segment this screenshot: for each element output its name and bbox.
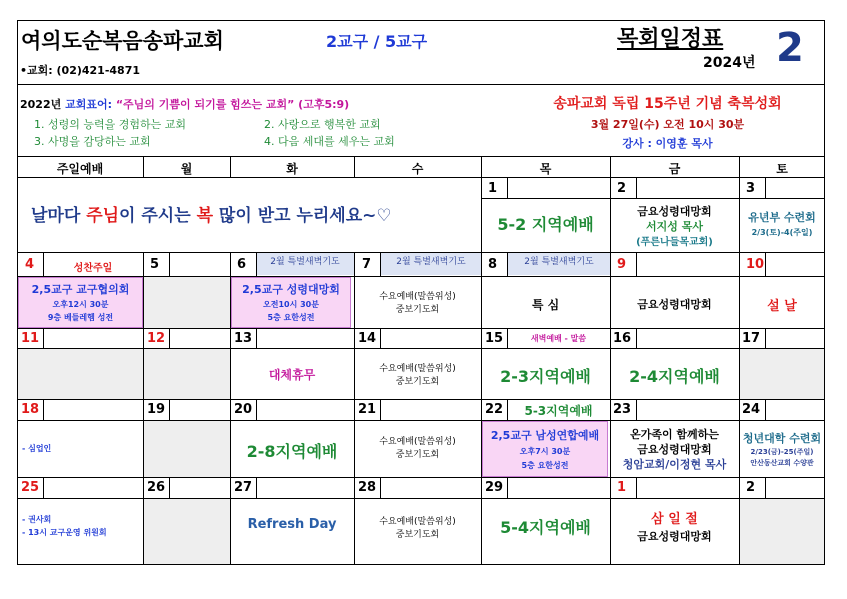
divider <box>17 477 825 478</box>
event-title: 2,5교구 교구협의회 <box>31 283 130 296</box>
event-tue-w5: Refresh Day <box>247 517 337 532</box>
divider <box>169 252 170 276</box>
divider <box>380 399 381 420</box>
anniversary-title: 송파교회 독립 15주년 기념 축복성회 <box>553 96 782 112</box>
divider <box>169 328 170 348</box>
divider <box>765 177 766 198</box>
empty-cell <box>144 277 230 328</box>
empty-cell <box>144 499 230 564</box>
date-number: 17 <box>742 331 761 346</box>
anniversary-date: 3월 27일(수) 오전 10시 30분 <box>590 118 745 131</box>
slogan-part: 날마다 <box>31 206 87 226</box>
event-title: 2,5교구 성령대망회 <box>242 283 340 296</box>
wed-prayer: 중보기도회 <box>395 530 440 540</box>
communion-sunday: 성찬주일 <box>73 263 113 274</box>
event-tue-w4: 2-8지역예배 <box>246 442 338 461</box>
empty-cell <box>740 499 824 564</box>
date-number: 9 <box>617 257 627 272</box>
divider <box>43 399 44 420</box>
divider <box>17 399 825 400</box>
sunday-note: - 심업인 <box>22 444 52 453</box>
motto-text: “주님의 기쁨이 되기를 힘쓰는 교회” (고후5:9) <box>115 98 350 111</box>
date-number: 22 <box>485 402 504 417</box>
wed-service: 수요예배(말씀위성) <box>379 292 456 302</box>
date-number: 2 <box>746 480 756 495</box>
date-number: 26 <box>147 480 166 495</box>
divider <box>380 328 381 348</box>
weekday-tue: 화 <box>286 162 298 176</box>
goal-4: 4. 다음 세대를 세우는 교회 <box>264 135 395 148</box>
date-number: 21 <box>358 402 377 417</box>
divider <box>765 252 766 276</box>
date-number: 7 <box>362 257 372 272</box>
date-number: 18 <box>21 402 40 417</box>
goal-2: 2. 사랑으로 행복한 교회 <box>264 118 381 131</box>
dawn-prayer-header: 2월 특별새벽기도 <box>508 253 610 275</box>
event-place: 5층 요한성전 <box>267 313 315 322</box>
date-number: 1 <box>617 480 627 495</box>
date-number: 2 <box>617 181 627 196</box>
sunday-note: - 권사회 <box>22 515 52 524</box>
event-sat-w1-l2: 2/3(토)-4(주일) <box>751 228 813 237</box>
event-thu-w5: 5-4지역예배 <box>500 518 591 537</box>
divider <box>169 399 170 420</box>
district-label: 2교구 / 5교구 <box>326 32 428 51</box>
divider <box>169 477 170 498</box>
date-number: 11 <box>21 331 40 346</box>
event-fri-w1-l1: 금요성령대망회 <box>637 205 712 218</box>
wed-service: 수요예배(말씀위성) <box>379 364 456 374</box>
slogan-part: 이 주시는 <box>119 206 197 226</box>
event-fri-w2: 금요성령대망회 <box>637 298 712 311</box>
event-fri-w4-l3: 청암교회/이정현 목사 <box>622 458 727 471</box>
goal-3: 3. 사명을 감당하는 교회 <box>34 135 151 148</box>
empty-cell <box>144 421 230 477</box>
divider <box>380 252 381 276</box>
wed-prayer: 중보기도회 <box>395 377 440 387</box>
divider <box>43 328 44 348</box>
divider <box>636 177 637 198</box>
event-fri-w1-l2: 서지성 목사 <box>646 220 703 233</box>
divider <box>256 328 257 348</box>
event-place: 5층 요한성전 <box>521 461 569 470</box>
sunday-note: - 13시 교구운영 위원회 <box>22 528 107 537</box>
date-number: 23 <box>613 402 632 417</box>
event-fri-w4-l2: 금요성령대망회 <box>637 443 712 456</box>
event-time: 오후7시 30분 <box>519 447 571 456</box>
date-number: 4 <box>25 257 35 272</box>
church-phone: •교회: (02)421-4871 <box>20 64 141 77</box>
divider <box>17 84 825 85</box>
divider <box>17 420 825 421</box>
divider <box>507 177 508 198</box>
date-number: 20 <box>234 402 253 417</box>
event-time: 오전10시 30분 <box>263 300 319 309</box>
wed-prayer: 중보기도회 <box>395 450 440 460</box>
date-number: 10 <box>746 257 765 272</box>
wed-service: 수요예배(말씀위성) <box>379 437 456 447</box>
date-number: 14 <box>358 331 377 346</box>
event-box <box>231 277 351 328</box>
dawn-prayer-header: 2월 특별새벽기도 <box>381 253 481 275</box>
event-box <box>482 421 608 477</box>
year-label: 2024년 <box>703 55 756 71</box>
empty-cell <box>18 349 143 399</box>
goal-1: 1. 성령의 능력을 경험하는 교회 <box>34 118 186 131</box>
divider <box>380 477 381 498</box>
date-number: 6 <box>237 257 247 272</box>
divider <box>256 252 257 276</box>
divider <box>17 328 825 329</box>
event-sat-w1-l1: 유년부 수련회 <box>748 211 816 224</box>
date-number: 15 <box>485 331 504 346</box>
date-number: 16 <box>613 331 632 346</box>
divider <box>765 328 766 348</box>
event-thu-w3: 2-3지역예배 <box>500 367 591 386</box>
date-number: 27 <box>234 480 253 495</box>
date-number: 13 <box>234 331 253 346</box>
date-number: 28 <box>358 480 377 495</box>
event-box <box>18 277 143 328</box>
holiday-seollal: 설 날 <box>767 299 797 314</box>
date-number: 3 <box>746 181 756 196</box>
event-fri-w1-l3: (푸른나들목교회) <box>636 237 713 248</box>
date-number: 1 <box>488 181 498 196</box>
divider <box>765 399 766 420</box>
wed-prayer: 중보기도회 <box>395 305 440 315</box>
event-fri-w3: 2-4지역예배 <box>629 367 720 386</box>
weekday-sat: 토 <box>776 162 788 176</box>
date-number: 29 <box>485 480 504 495</box>
divider <box>256 399 257 420</box>
holiday-samiljeol: 삼 일 절 <box>651 512 698 527</box>
slogan-part: 많이 받고 누리세요~♡ <box>213 206 392 226</box>
divider <box>17 498 825 499</box>
dawn-prayer-header: 2월 특별새벽기도 <box>256 253 354 275</box>
date-number: 25 <box>21 480 40 495</box>
divider <box>507 477 508 498</box>
date-number: 8 <box>488 257 498 272</box>
weekday-mon: 월 <box>180 162 193 176</box>
divider <box>17 177 825 178</box>
divider <box>636 252 637 276</box>
event-fri-w4-l1: 온가족이 함께하는 <box>630 428 719 441</box>
date-number: 12 <box>147 331 166 346</box>
event-sat-w4-l2: 2/23(금)-25(주일) <box>750 448 814 456</box>
divider <box>481 198 825 199</box>
slogan-part: 주님 <box>86 206 120 226</box>
divider <box>636 399 637 420</box>
event-time: 오후12시 30분 <box>52 300 109 309</box>
dawn-service-note: 새벽예배 - 말씀 <box>530 334 587 343</box>
month-number: 2 <box>776 25 804 71</box>
event-place: 9층 베들레헴 성전 <box>47 313 114 322</box>
church-name: 여의도순복음송파교회 <box>21 29 224 53</box>
divider <box>256 477 257 498</box>
weekday-sun: 주일예배 <box>56 162 104 176</box>
anniversary-speaker: 강사 : 이영훈 목사 <box>622 137 713 150</box>
event-sat-w4-l3: 안산동산교회 수양관 <box>750 459 814 467</box>
divider <box>43 477 44 498</box>
event-title: 2,5교구 남성연합예배 <box>490 429 600 442</box>
motto-line <box>20 96 349 112</box>
weekday-wed: 수 <box>411 162 424 176</box>
motto-label: 교회표어: <box>65 98 116 111</box>
weekday-thu: 목 <box>539 162 552 176</box>
wed-service: 수요예배(말씀위성) <box>379 517 456 527</box>
divider <box>507 252 508 276</box>
event-thu-w1: 5-2 지역예배 <box>497 215 594 234</box>
event-sat-w4-l1: 청년대학 수련회 <box>742 432 822 445</box>
event-thu-w2: 특 심 <box>531 298 560 312</box>
slogan <box>31 201 392 226</box>
divider <box>765 477 766 498</box>
weekday-fri: 금 <box>668 162 681 176</box>
date-number: 5 <box>150 257 160 272</box>
schedule-title: 목회일정표 <box>617 27 724 52</box>
divider <box>636 328 637 348</box>
date-number: 24 <box>742 402 761 417</box>
district-service-note: 5-3지역예배 <box>524 404 593 418</box>
empty-cell <box>144 349 230 399</box>
event-tue-w3: 대체휴무 <box>268 368 316 382</box>
divider <box>636 477 637 498</box>
event-fri-w5: 금요성령대망회 <box>637 530 712 543</box>
empty-cell <box>740 349 824 399</box>
motto-year: 2022년 <box>20 98 66 111</box>
divider <box>17 156 825 157</box>
date-number: 19 <box>147 402 166 417</box>
slogan-part: 복 <box>196 206 214 226</box>
